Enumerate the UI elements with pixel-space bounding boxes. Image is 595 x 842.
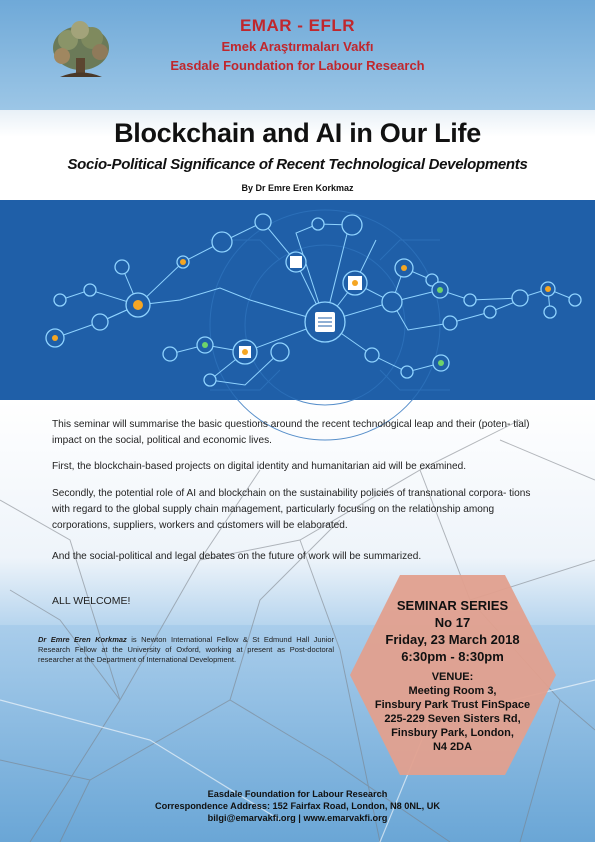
footer-email-link[interactable]: bilgi@emarvakfi.org <box>207 813 296 823</box>
org-english-name: Easdale Foundation for Labour Research <box>170 58 425 73</box>
page-title: Blockchain and AI in Our Life <box>114 118 481 148</box>
body-paragraph-1: This seminar will summarise the basic questions around the recent technological leap and their (poten- tial) impact on the social, political and economic lives. <box>52 419 530 446</box>
venue-line-4: Finsbury Park, London, <box>391 727 514 739</box>
footer-website-link[interactable]: www.emarvakfi.org <box>303 813 388 823</box>
footer-address: Correspondence Address: 152 Fairfax Road, London, N8 0NL, UK <box>154 801 441 811</box>
body-paragraph-4: And the social-political and legal debates on the future of work will be summarized. <box>52 551 422 562</box>
author-line: By Dr Emre Eren Korkmaz <box>241 183 354 193</box>
seminar-series-label: SEMINAR SERIES <box>396 598 509 613</box>
speaker-bio-text: is Newton International Fellow & St Edmund Hall Junior Research Fellow at the University of Oxford, working at present as Post-doctoral researcher at the Department of International Development. <box>38 635 334 664</box>
org-short-name: EMAR - EFLR <box>239 16 356 35</box>
speaker-bio <box>38 635 334 665</box>
footer-org-name: Easdale Foundation for Labour Research <box>207 789 388 799</box>
speaker-name: Dr Emre Eren Korkmaz <box>38 635 127 644</box>
page-subtitle: Socio-Political Significance of Recent Technological Developments <box>67 156 528 173</box>
org-turkish-name: Emek Araştırmaları Vakfı <box>221 39 374 54</box>
venue-label: VENUE: <box>431 671 474 683</box>
footer-separator: | <box>298 813 301 823</box>
body-paragraph-3: Secondly, the potential role of AI and blockchain on the sustainability policies of transnational corpora- tions with regard to the global supply chain management, particularly focusing on the relationship among corporations, suppliers, workers and customers will be elaborated. <box>52 488 531 531</box>
venue-line-2: Finsbury Park Trust FinSpace <box>374 699 531 711</box>
seminar-date: Friday, 23 March 2018 <box>385 632 520 647</box>
seminar-time: 6:30pm - 8:30pm <box>401 649 504 664</box>
body-paragraph-2: First, the blockchain-based projects on digital identity and humanitarian aid will be examined. <box>52 461 467 472</box>
welcome-text: ALL WELCOME! <box>52 595 131 607</box>
seminar-number: No 17 <box>434 615 471 630</box>
venue-line-3: 225-229 Seven Sisters Rd, <box>384 713 521 725</box>
venue-line-5: N4 2DA <box>432 741 473 753</box>
footer-contact <box>0 813 595 823</box>
venue-line-1: Meeting Room 3, <box>408 685 497 697</box>
